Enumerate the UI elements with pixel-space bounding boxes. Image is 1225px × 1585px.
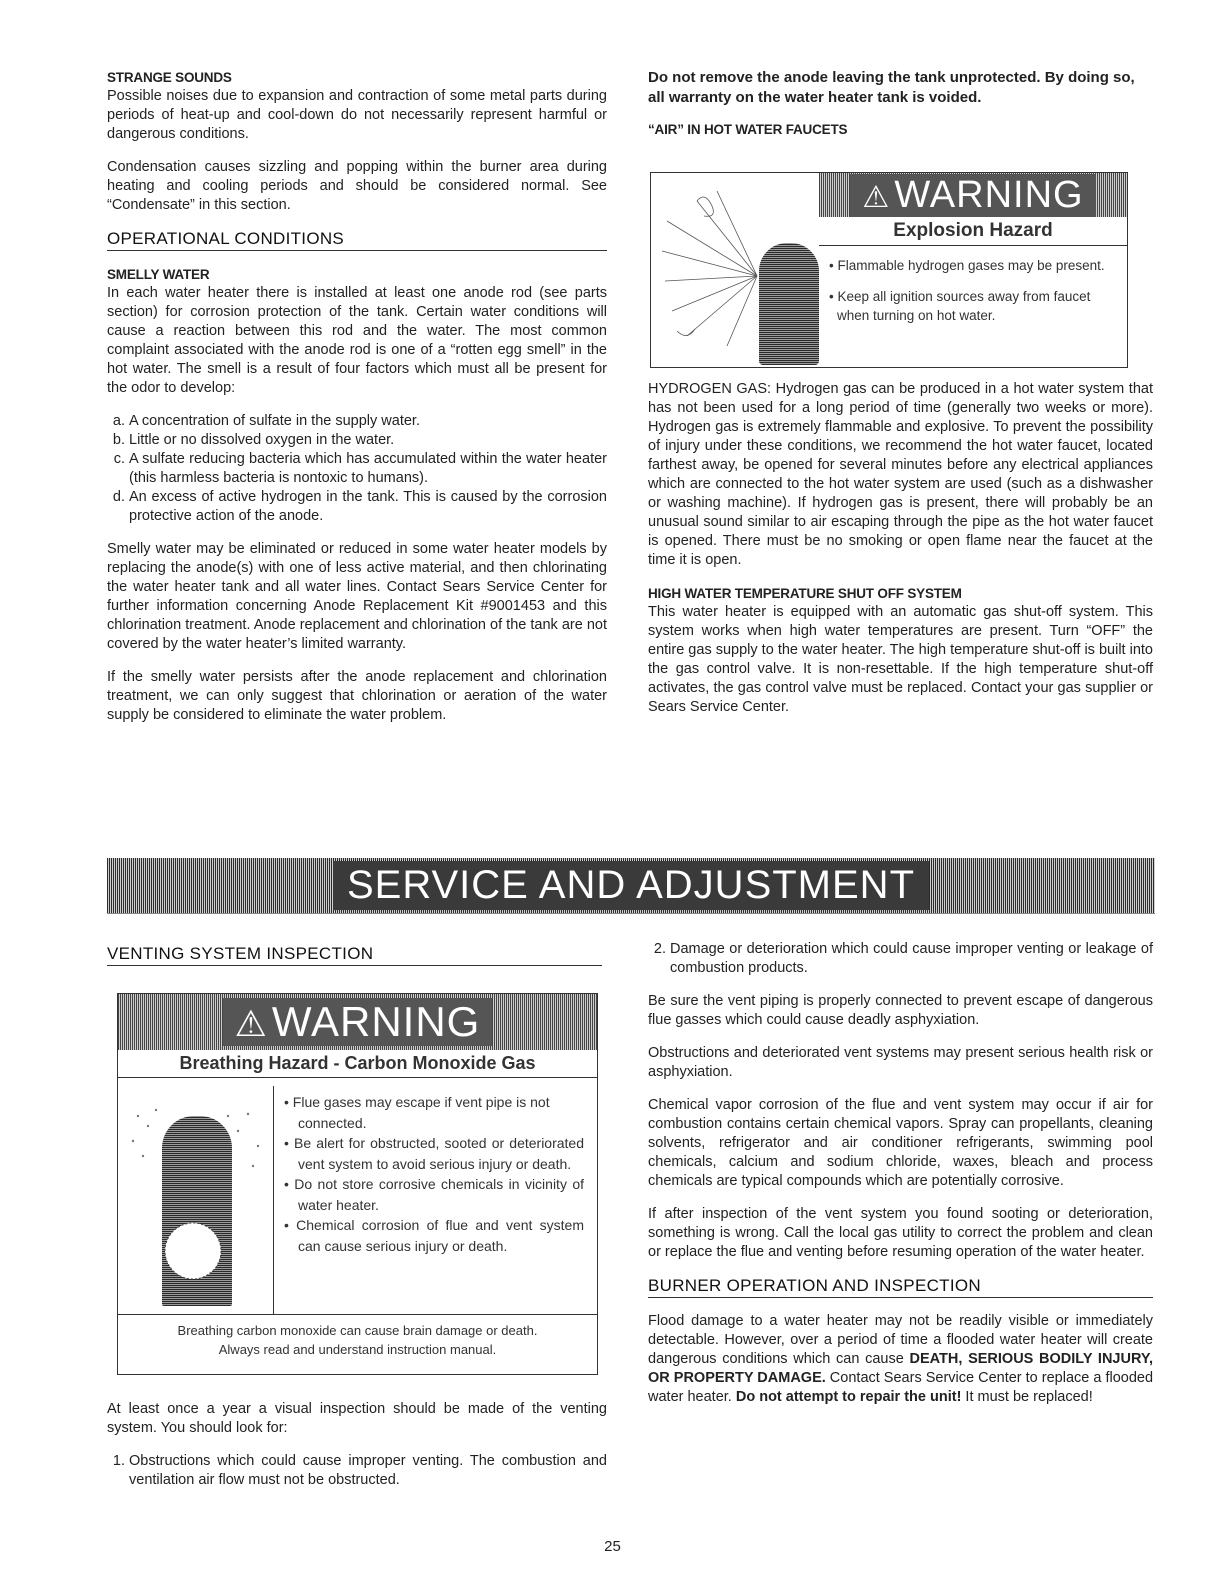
person-figure-icon xyxy=(759,243,819,365)
condensation-paragraph: Condensation causes sizzling and popping within the burner area during heating and cooling periods and should be considered normal. See “Condensate” in this section. xyxy=(107,159,607,213)
flood-warning-caps: DEATH, SERIOUS BODILY INJURY, OR PROPERTY DAMAGE. xyxy=(648,1351,1153,1386)
warning-footer xyxy=(118,1314,597,1359)
list-item: • Flammable hydrogen gases may be present. xyxy=(829,258,1105,273)
warning-triangle-icon: ⚠ xyxy=(234,1003,268,1044)
list-item: • Be alert for obstructed, sooted or deteriorated vent system to avoid serious injury or death. xyxy=(284,1135,585,1172)
list-item: d. An excess of active hydrogen in the tank. This is caused by the corrosion protective action of the anode. xyxy=(129,488,607,526)
warning-word: WARNING xyxy=(271,998,481,1045)
chemical-vapor-paragraph: Chemical vapor corrosion of the flue and vent system may occur if air for combustion contains certain chemical vapors. Spray can propellants, cleaning solvents, refrigerator and air conditioner refrigerants, swimming pool chemicals, calcium and sodium chloride, waxes, bleach and process chemicals are typical compounds which are potentially corrosive. xyxy=(648,1097,1153,1189)
air-in-faucets-heading: “AIR” IN HOT WATER FAUCETS xyxy=(648,122,848,137)
warning-figure-panel xyxy=(118,1086,274,1314)
warning-footer-line: Breathing carbon monoxide can cause brain damage or death. xyxy=(177,1323,538,1338)
left-column-bottom xyxy=(107,940,607,980)
list-item: • Chemical corrosion of flue and vent system can cause serious injury or death. xyxy=(284,1217,584,1254)
warning-footer-line: Always read and understand instruction manual. xyxy=(218,1342,497,1357)
warning-title: Explosion Hazard xyxy=(819,217,1127,246)
flood-do-not-repair: Do not attempt to repair the unit! xyxy=(735,1389,962,1405)
gas-cloud-icon xyxy=(118,1086,274,1314)
shutoff-heading: HIGH WATER TEMPERATURE SHUT OFF SYSTEM xyxy=(648,586,962,601)
right-column-bottom xyxy=(648,940,1153,1421)
warning-title: Breathing Hazard - Carbon Monoxide Gas xyxy=(118,1050,597,1078)
look-for-list-continued xyxy=(648,940,1153,978)
list-item: b. Little or no dissolved oxygen in the water. xyxy=(129,431,607,450)
list-item: • Do not store corrosive chemicals in vicinity of water heater. xyxy=(284,1176,584,1213)
anode-warning-note: Do not remove the anode leaving the tank unprotected. By doing so, all warranty on the water heater tank is voided. xyxy=(648,69,1135,106)
smelly-water-paragraph: In each water heater there is installed at least one anode rod (see parts section) for corrosion protection of the tank. Certain water conditions will cause a reaction between this rod and the water. The most common complaint associated with the anode rod is one of a “rotten egg smell” in the hot water. The smell is a result of four factors which must all be present for the odor to develop: xyxy=(107,285,607,396)
left-column-footer xyxy=(107,1400,607,1504)
inspection-paragraph: At least once a year a visual inspection should be made of the venting system. You should look for: xyxy=(107,1401,607,1436)
carbon-monoxide-warning-box xyxy=(117,993,598,1375)
list-item: • Keep all ignition sources away from faucet when turning on hot water. xyxy=(829,289,1091,323)
banner-title: SERVICE AND ADJUSTMENT xyxy=(333,861,929,910)
burner-operation-heading: BURNER OPERATION AND INSPECTION xyxy=(648,1276,1153,1298)
shutoff-paragraph: This water heater is equipped with an automatic gas shut-off system. This system works when high water temperatures are present. Turn “OFF” the entire gas supply to the water heater. The high temperature shut-off is built into the gas control valve. It is non-resettable. If the high temperature shut-off activates, the gas control valve must be replaced. Contact your gas supplier or Sears Service Center. xyxy=(648,604,1153,715)
warning-header xyxy=(819,173,1127,217)
list-item: a. A concentration of sulfate in the supply water. xyxy=(129,412,607,431)
list-item: c. A sulfate reducing bacteria which has accumulated within the water heater (this harmless bacteria is nontoxic to humans). xyxy=(129,450,607,488)
right-column-top xyxy=(648,68,1153,139)
left-column-top xyxy=(107,68,607,739)
venting-inspection-heading: VENTING SYSTEM INSPECTION xyxy=(107,944,602,966)
flood-damage-paragraph: Flood damage to a water heater may not be readily visible or immediately detectable. However, over a period of time a flooded water heater will create dangerous conditions which can cause DEATH, SERIOUS BODILY INJURY, OR PROPERTY DAMAGE. Contact Sears Service Center to replace a flooded water heater. Do not attempt to repair the unit! It must be replaced! xyxy=(648,1313,1154,1405)
explosion-warning-box xyxy=(650,172,1128,368)
vent-piping-paragraph: Be sure the vent piping is properly connected to prevent escape of dangerous flue gasses which could cause deadly asphyxiation. xyxy=(648,993,1153,1028)
persists-paragraph: If the smelly water persists after the anode replacement and chlorination treatment, we can only suggest that chlorination or aeration of the water supply be considered to eliminate the water problem. xyxy=(107,669,607,723)
warning-header xyxy=(118,994,597,1050)
strange-sounds-paragraph: Possible noises due to expansion and contraction of some metal parts during periods of heat-up and cool-down do not necessarily represent harmful or dangerous conditions. xyxy=(107,88,607,142)
list-item: 1. Obstructions which could cause improper venting. The combustion and ventilation air flow must not be obstructed. xyxy=(129,1452,607,1490)
operational-conditions-heading: OPERATIONAL CONDITIONS xyxy=(107,229,607,251)
smelly-water-heading: SMELLY WATER xyxy=(107,267,210,282)
warning-list xyxy=(819,246,1127,325)
service-adjustment-banner xyxy=(107,858,1155,914)
warning-triangle-icon: ⚠ xyxy=(862,180,891,214)
right-column-middle xyxy=(648,380,1153,731)
factors-list xyxy=(107,412,607,526)
hydrogen-gas-paragraph: HYDROGEN GAS: Hydrogen gas can be produced in a hot water system that has not been used for a long period of time (generally two weeks or more). Hydrogen gas is extremely flammable and explosive. To prevent the possibility of injury under these conditions, we recommend the hot water faucet, located farthest away, be opened for several minutes before any electrical appliances which are connected to the hot water system are used (such as a dishwasher or washing machine). If hydrogen gas is present, there will probably be an unusual sound similar to air escaping through the pipe as the hot water faucet is opened. There must be no smoking or open flame near the faucet at the time it is open. xyxy=(648,381,1153,568)
warning-word: WARNING xyxy=(894,173,1084,216)
strange-sounds-heading: STRANGE SOUNDS xyxy=(107,70,232,85)
obstructions-paragraph: Obstructions and deteriorated vent systems may present serious health risk or asphyxiation. xyxy=(648,1045,1153,1080)
explosion-burst-icon xyxy=(657,181,767,361)
page-number: 25 xyxy=(604,1538,621,1555)
list-item: • Flue gases may escape if vent pipe is not connected. xyxy=(284,1094,550,1131)
list-item: 2. Damage or deterioration which could cause improper venting or leakage of combustion products. xyxy=(670,940,1153,978)
look-for-list xyxy=(107,1452,607,1490)
sooting-paragraph: If after inspection of the vent system you found sooting or deterioration, something is wrong. Call the local gas utility to correct the problem and clean or replace the flue and venting before resuming operation of the water heater. xyxy=(648,1206,1153,1260)
warning-list xyxy=(284,1092,584,1256)
eliminate-paragraph: Smelly water may be eliminated or reduced in some water heater models by replacing the anode(s) with one of less active material, and then chlorinating the water heater tank and all water lines. Contact Sears Service Center for further information concerning Anode Replacement Kit #9001453 and this chlorination treatment. Anode replacement and chlorination of the tank are not covered by the water heater’s limited warranty. xyxy=(107,541,607,652)
